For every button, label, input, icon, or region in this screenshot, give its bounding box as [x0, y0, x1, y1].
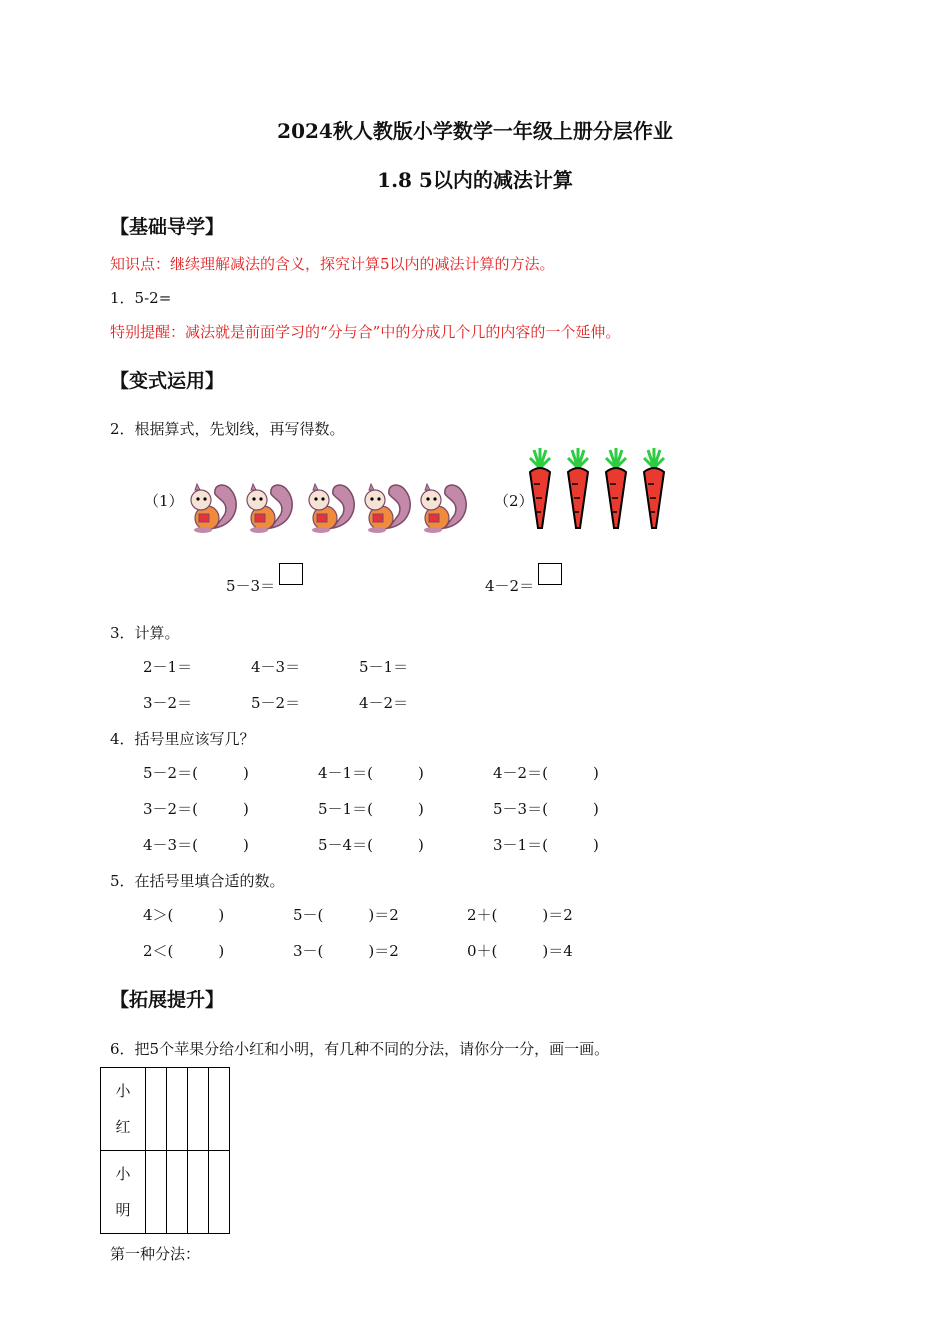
q4-item: 3－1＝( ) [493, 836, 599, 854]
q2-part1-equation: 5－3＝ [226, 577, 276, 595]
q2-part2-equation: 4－2＝ [485, 577, 535, 595]
q3-item: 4－3＝ [251, 658, 301, 676]
q5-item: 2＜( ) [143, 942, 225, 960]
method-caption: 第一种分法： [110, 1245, 201, 1263]
question-1: 1．5-2= [110, 289, 172, 307]
distribution-table [100, 1067, 230, 1234]
q5-item: 3－( )＝2 [293, 942, 399, 960]
q4-item: 5－4＝( ) [318, 836, 424, 854]
page-subtitle: 1.8 5以内的减法计算 [377, 168, 573, 192]
question-2: 2．根据算式，先划线，再写得数。 [110, 420, 345, 438]
q4-item: 5－2＝( ) [143, 764, 249, 782]
special-reminder: 特别提醒：减法就是前面学习的“分与合”中的分成几个几的内容的一个延伸。 [110, 323, 621, 341]
row-label-xiaohong: 小 红 [101, 1068, 146, 1151]
section-extension: 【拓展提升】 [110, 989, 225, 1011]
page-title: 2024秋人教版小学数学一年级上册分层作业 [277, 119, 673, 143]
table-cell[interactable] [209, 1151, 230, 1234]
q3-item: 4－2＝ [359, 694, 409, 712]
q3-item: 5－2＝ [251, 694, 301, 712]
q4-item: 5－1＝( ) [318, 800, 424, 818]
question-6: 6．把5个苹果分给小红和小明，有几种不同的分法，请你分一分，画一画。 [110, 1040, 610, 1058]
table-cell[interactable] [146, 1068, 167, 1151]
table-cell[interactable] [188, 1068, 209, 1151]
question-3: 3．计算。 [110, 624, 180, 642]
q2-part2-answer-box[interactable] [538, 563, 562, 585]
q2-part2-label: （2） [494, 492, 534, 510]
knowledge-point: 知识点：继续理解减法的含义，探究计算5以内的减法计算的方法。 [110, 255, 555, 273]
q4-item: 4－1＝( ) [318, 764, 424, 782]
q2-part1-label: （1） [144, 492, 184, 510]
table-cell[interactable] [167, 1068, 188, 1151]
table-cell[interactable] [167, 1151, 188, 1234]
row-label-xiaoming: 小 明 [101, 1151, 146, 1234]
q4-item: 3－2＝( ) [143, 800, 249, 818]
table-cell[interactable] [146, 1151, 167, 1234]
section-variation: 【变式运用】 [110, 370, 225, 392]
q4-item: 5－3＝( ) [493, 800, 599, 818]
q3-item: 3－2＝ [143, 694, 193, 712]
table-row [101, 1151, 230, 1234]
question-4: 4．括号里应该写几？ [110, 730, 255, 748]
carrot-icon [524, 448, 674, 532]
q5-item: 5－( )＝2 [293, 906, 399, 924]
q5-item: 2＋( )＝2 [467, 906, 573, 924]
q5-item: 4＞( ) [143, 906, 225, 924]
question-5: 5．在括号里填合适的数。 [110, 872, 285, 890]
table-cell[interactable] [188, 1151, 209, 1234]
q5-item: 0＋( )＝4 [467, 942, 573, 960]
q2-part1-answer-box[interactable] [279, 563, 303, 585]
q3-item: 5－1＝ [359, 658, 409, 676]
table-cell[interactable] [209, 1068, 230, 1151]
table-row [101, 1068, 230, 1151]
carrot-row [524, 448, 674, 536]
section-basic: 【基础导学】 [110, 216, 225, 238]
q4-item: 4－3＝( ) [143, 836, 249, 854]
q3-item: 2－1＝ [143, 658, 193, 676]
squirrel-row [185, 480, 475, 538]
q4-item: 4－2＝( ) [493, 764, 599, 782]
squirrel-icon [185, 480, 475, 534]
